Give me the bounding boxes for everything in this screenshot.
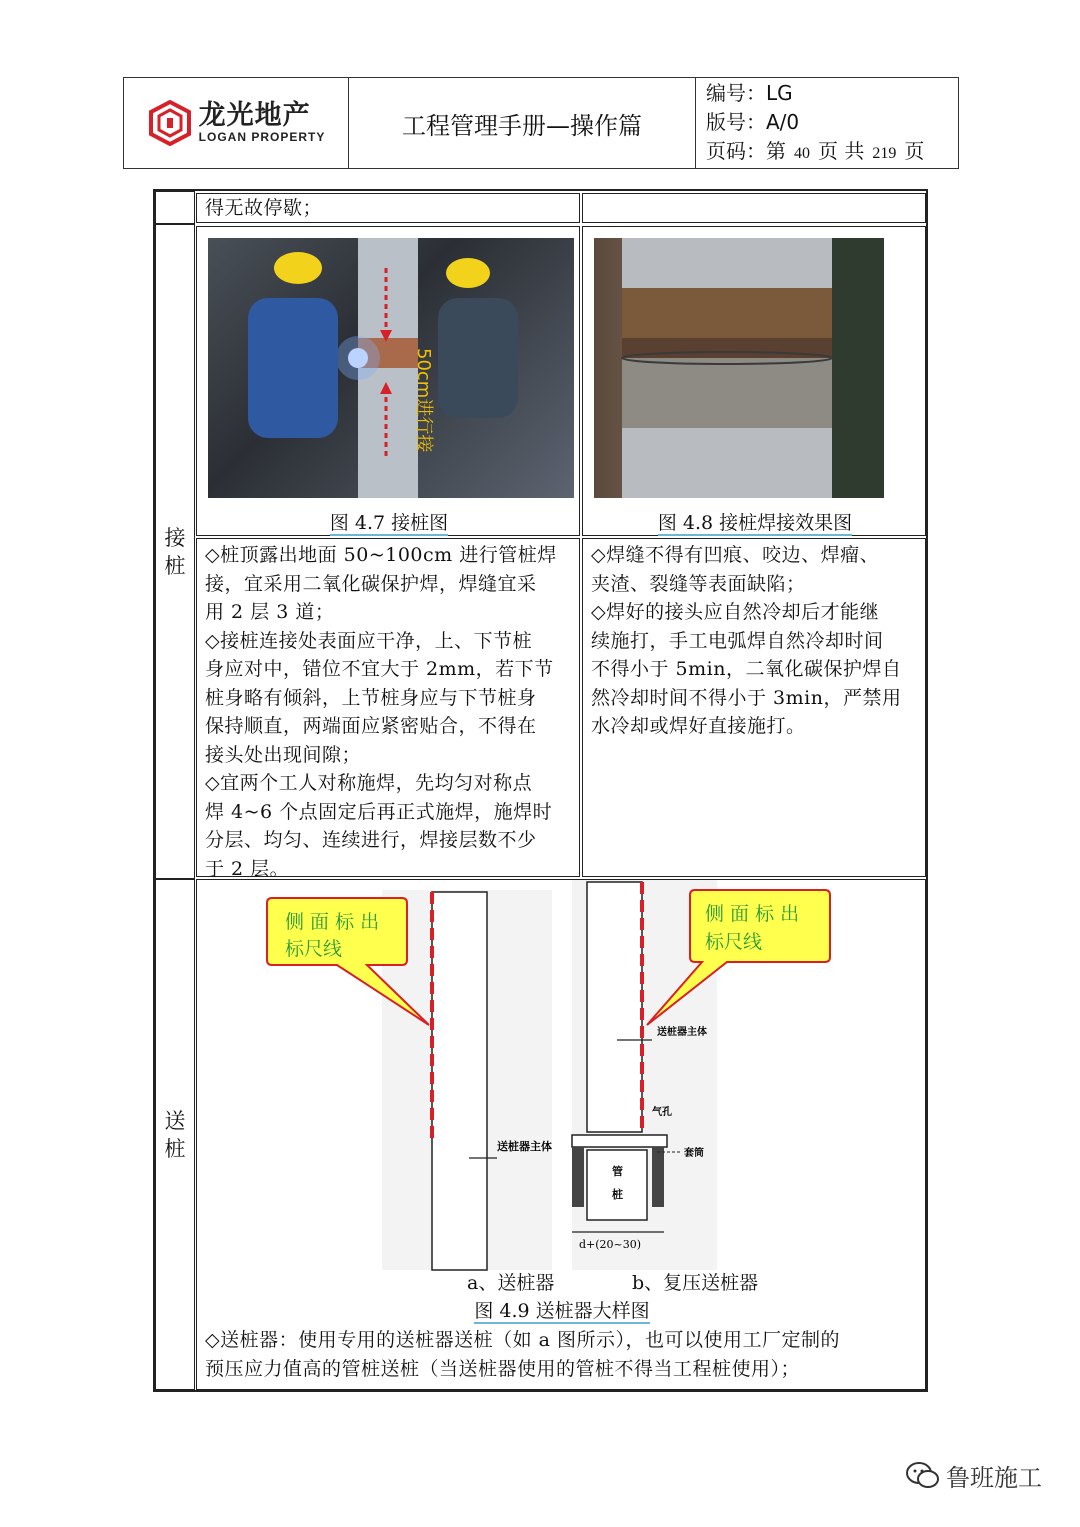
worker-right xyxy=(438,298,518,418)
callout-right-line2: 标尺线 xyxy=(705,931,763,953)
row0-left-cell xyxy=(196,193,580,223)
splice-right-line: 续施打，手工电弧焊自然冷却时间 xyxy=(591,629,884,652)
welding-photo-illustration xyxy=(208,238,574,498)
splice-left-line: ◇接桩连接处表面应干净，上、下节桩 xyxy=(205,629,533,652)
splice-left-line: 桩身略有倾斜，上节桩身应与下节桩身 xyxy=(205,686,537,709)
diagram-b-sleeve-right xyxy=(652,1147,664,1207)
diagram-b-label-main: 送桩器主体 xyxy=(657,1027,707,1038)
fig7-overlay-text: 50cm进行接 xyxy=(413,348,434,453)
splice-right-line: ◇焊缝不得有凹痕、咬边、焊瘤、 xyxy=(591,544,880,566)
page-number: 页码：第 40 页 共 219 页 xyxy=(706,138,925,163)
diagram-b-label-hole: 气孔 xyxy=(652,1107,672,1118)
callout-left-line2: 标尺线 xyxy=(285,938,343,960)
callout-right-line1: 侧 面 标 出 xyxy=(705,903,800,925)
logo-english-text: LOGAN PROPERTY xyxy=(198,130,326,144)
wechat-icon xyxy=(906,1461,940,1491)
splice-left-line: 用 2 层 3 道； xyxy=(205,601,335,623)
splice-left-line: 分层、均匀、连续进行，焊接层数不少 xyxy=(205,829,537,851)
fig7-caption: 图 4.7 接桩图 xyxy=(329,512,449,534)
diagram-b-dimension: d+(20~30) xyxy=(579,1238,642,1251)
diagram-a-label: 送桩器主体 xyxy=(497,1140,552,1153)
diagram-b-subcaption: b、复压送桩器 xyxy=(632,1272,759,1294)
document-title: 工程管理手册—操作篇 xyxy=(349,78,696,168)
send-text: ◇送桩器：使用专用的送桩器送桩（如 a 图所示），也可以使用工厂定制的 预压应力值高的管桩送桩（当送桩器使用的管桩不得当工程桩使用）； xyxy=(205,1329,841,1380)
diagram-b-cap-plate xyxy=(572,1135,667,1147)
document-header xyxy=(123,77,959,169)
splice-left-line: 于 2 层。 xyxy=(205,857,290,880)
splice-right-line: 水冷却或焊好直接施打。 xyxy=(591,715,806,737)
fig8-photo xyxy=(594,238,884,498)
row0-right-cell xyxy=(582,193,926,223)
doc-version: 版号：A/0 xyxy=(706,109,800,134)
splice-left-line: 保持顺直，两端面应紧密贴合，不得在 xyxy=(205,715,537,737)
splice-left-line: 接头处出现间隙； xyxy=(205,743,362,766)
splice-left-text-cell xyxy=(196,538,580,880)
fig7-cell xyxy=(196,226,580,536)
diagram-b-pile-char2: 桩 xyxy=(612,1188,623,1201)
splice-left-line: 接，宜采用二氧化碳保护焊，焊缝宜采 xyxy=(205,572,537,595)
send-label: 送 桩 xyxy=(164,1108,186,1161)
callout-left-line1: 侧 面 标 出 xyxy=(285,911,380,933)
splice-right-text-cell xyxy=(582,538,926,877)
splice-left-line: 焊 4~6 个点固定后再正式施焊，施焊时 xyxy=(205,800,553,823)
splice-right-line: 夹渣、裂缝等表面缺陷； xyxy=(591,572,806,595)
logan-logo-icon xyxy=(147,100,193,146)
diagram-a-subcaption: a、送桩器 xyxy=(467,1272,555,1294)
watermark: 鲁班施工 xyxy=(906,1458,1042,1493)
worker-left xyxy=(248,298,338,438)
fig8-cell xyxy=(582,226,926,536)
document-meta xyxy=(696,78,958,168)
worker-helmet-right-icon xyxy=(446,258,490,288)
splice-label: 接 桩 xyxy=(164,525,186,578)
row0-label-cell xyxy=(155,191,195,224)
pile-driver-diagram xyxy=(197,880,925,1280)
row0-text: 得无故停歇； xyxy=(205,197,323,219)
fig9-caption: 图 4.9 送桩器大样图 xyxy=(474,1300,650,1322)
splice-right-text xyxy=(583,539,925,743)
diagram-b-pile-char1: 管 xyxy=(612,1165,623,1178)
splice-right-line: ◇焊好的接头应自然冷却后才能继 xyxy=(591,601,880,623)
doc-code: 编号：LG xyxy=(706,80,793,105)
company-logo xyxy=(124,78,349,168)
send-content-cell xyxy=(196,879,926,1390)
diagram-b-pile xyxy=(587,1150,647,1220)
splice-right-line: 不得小于 5min，二氧化碳保护焊自 xyxy=(591,658,902,680)
splice-left-line: 身应对中，错位不宜大于 2mm，若下节 xyxy=(205,658,554,680)
splice-left-line: ◇宜两个工人对称施焊，先均匀对称点 xyxy=(205,772,533,794)
diagram-b-sleeve-left xyxy=(572,1147,584,1207)
diagram-b-label-sleeve: 套筒 xyxy=(684,1148,704,1159)
splice-left-text xyxy=(197,539,579,885)
weld-result-photo-illustration xyxy=(594,238,884,498)
splice-left-line: ◇桩顶露出地面 50~100cm 进行管桩焊 xyxy=(205,544,557,566)
diagram-a-body xyxy=(432,892,487,1270)
logo-chinese-text: 龙光地产 xyxy=(198,100,311,131)
diagram-b-body xyxy=(587,882,642,1132)
worker-helmet-left-icon xyxy=(274,252,322,284)
content-table xyxy=(153,189,928,1392)
fig7-photo xyxy=(208,238,574,498)
splice-right-line: 然冷却时间不得小于 3min，严禁用 xyxy=(591,686,902,709)
fig8-caption: 图 4.8 接桩焊接效果图 xyxy=(657,512,853,534)
